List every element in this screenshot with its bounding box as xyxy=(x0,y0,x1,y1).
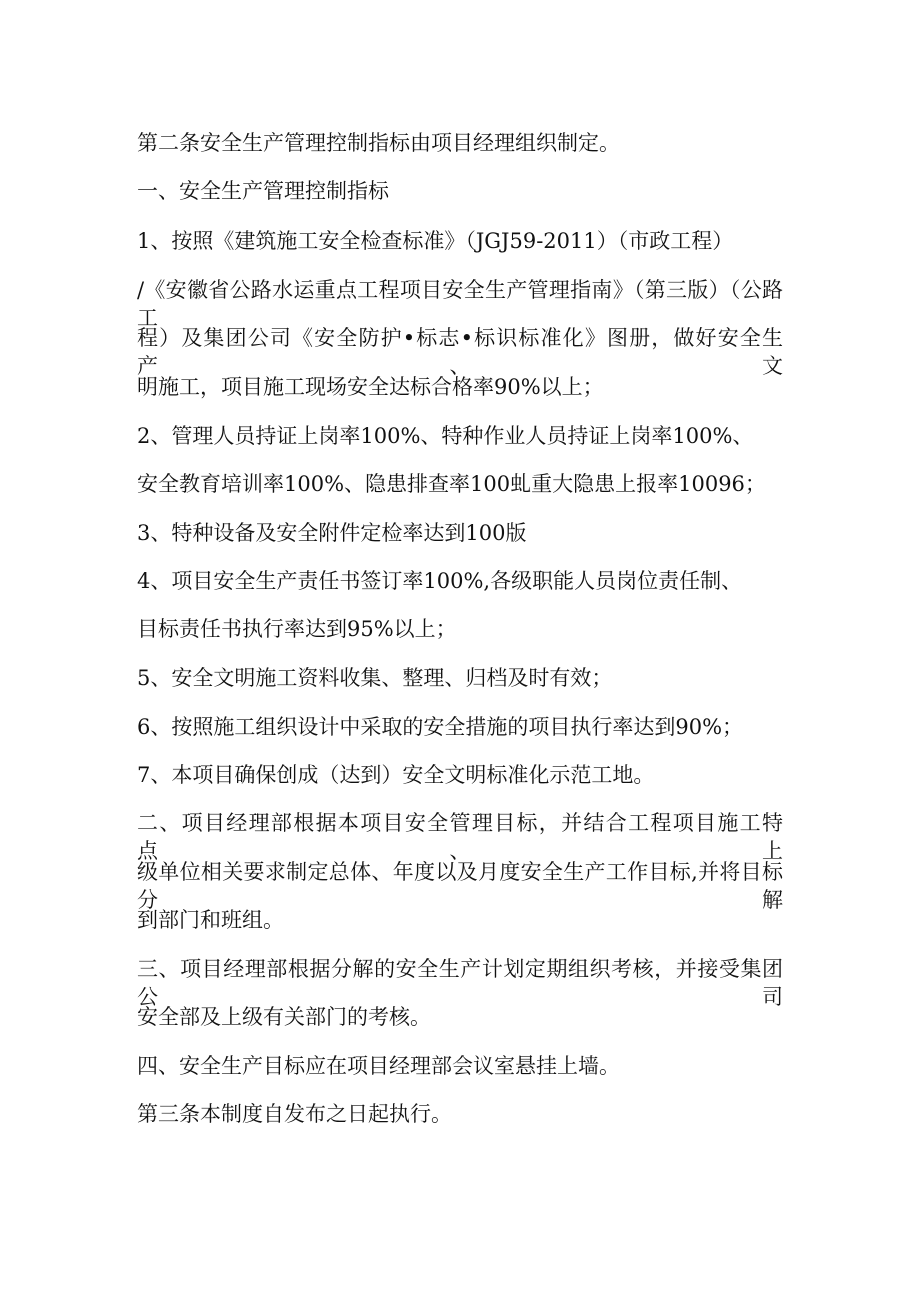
section-3-line-2: 安全部及上级有关部门的考核。 xyxy=(137,1005,431,1029)
section-2-line-2: 级单位相关要求制定总体、年度以及月度安全生产工作目标,并将目标分解 xyxy=(137,860,783,912)
section-4: 四、安全生产目标应在项目经理部会议室悬挂上墙。 xyxy=(137,1054,620,1078)
item-2-line-1: 2、管理人员持证上岗率100%、特种作业人员持证上岗率100%、 xyxy=(137,424,754,448)
item-4-line-1: 4、项目安全生产责任书签订率100%,各级职能人员岗位责任制、 xyxy=(137,569,743,593)
item-4-line-2: 目标责任书执行率达到95%以上； xyxy=(137,617,457,641)
item-3: 3、特种设备及安全附件定检率达到100版 xyxy=(137,521,527,545)
section-2-line-1: 二、项目经理部根据本项目安全管理目标，并结合工程项目施工特点、上 xyxy=(137,811,783,863)
item-5: 5、安全文明施工资料收集、整理、归档及时有效； xyxy=(137,666,613,690)
section-heading-1: 一、安全生产管理控制指标 xyxy=(137,179,389,203)
item-1-line-2: /《安徽省公路水运重点工程项目安全生产管理指南》（第三版）（公路工 xyxy=(137,278,783,330)
item-1-line-3: 程）及集团公司《安全防护•标志•标识标准化》图册，做好安全生产、文 xyxy=(137,326,783,378)
item-7: 7、本项目确保创成（达到）安全文明标准化示范工地。 xyxy=(137,763,655,787)
paragraph-article-2-intro: 第二条安全生产管理控制指标由项目经理组织制定。 xyxy=(137,131,620,155)
section-2-line-3: 到部门和班组。 xyxy=(137,908,284,932)
section-3-line-1: 三、项目经理部根据分解的安全生产计划定期组织考核，并接受集团公司 xyxy=(137,957,783,1009)
item-2-line-2: 安全教育培训率100%、隐患排查率100虬重大隐患上报率10096； xyxy=(137,472,766,496)
paragraph-article-3: 第三条本制度自发布之日起执行。 xyxy=(137,1102,452,1126)
item-1-line-1: 1、按照《建筑施工安全检查标准》（JGJ59-2011）（市政工程） xyxy=(137,229,734,253)
item-1-line-4: 明施工，项目施工现场安全达标合格率90%以上； xyxy=(137,375,604,399)
item-6: 6、按照施工组织设计中采取的安全措施的项目执行率达到90%； xyxy=(137,715,744,739)
